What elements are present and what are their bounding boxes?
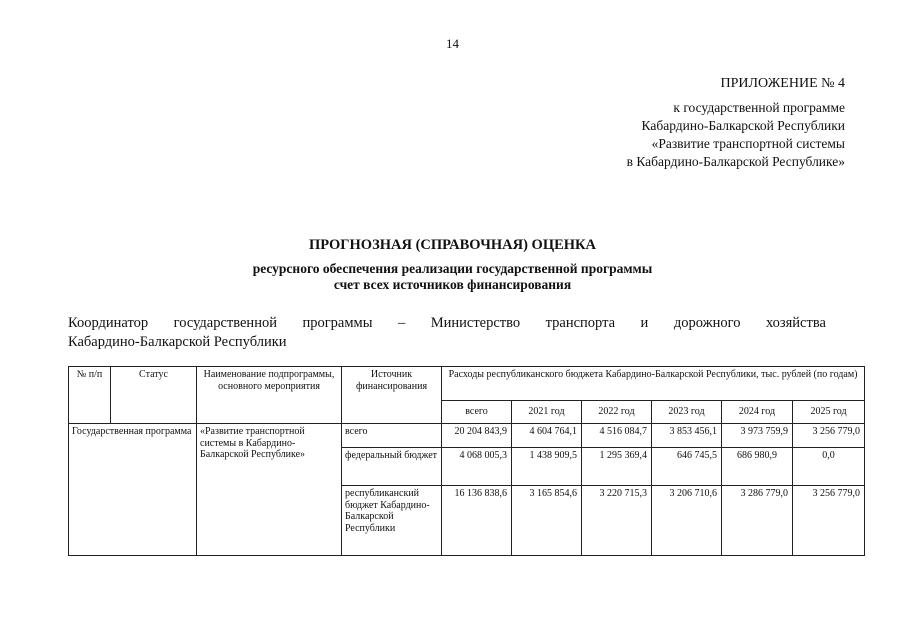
coordinator-line-2: Кабардино-Балкарской Республики bbox=[68, 334, 287, 350]
appendix-title: ПРИЛОЖЕНИЕ № 4 bbox=[720, 76, 845, 91]
coordinator-word: транспорта bbox=[545, 315, 616, 331]
header-year: 2021 год bbox=[512, 401, 582, 424]
value-cell: 3 256 779,0 bbox=[793, 486, 865, 556]
coordinator-word: хозяйства bbox=[765, 315, 826, 331]
table-header-row bbox=[69, 367, 865, 401]
coordinator-word: Координатор bbox=[68, 315, 149, 331]
coordinator-word: государственной bbox=[173, 315, 277, 331]
value-cell: 3 206 710,6 bbox=[652, 486, 722, 556]
header-source: Источник финансирования bbox=[342, 367, 442, 424]
value-cell: 646 745,5 bbox=[652, 448, 722, 486]
coordinator-word: – bbox=[397, 315, 406, 331]
coordinator-word: дорожного bbox=[673, 315, 741, 331]
header-expenses: Расходы республиканского бюджета Кабардино-Балкарской Республики, тыс. рублей (по годам) bbox=[442, 367, 865, 401]
coordinator-word: и bbox=[640, 315, 649, 331]
header-year: 2022 год bbox=[582, 401, 652, 424]
value-cell: 4 068 005,3 bbox=[442, 448, 512, 486]
source-cell: республиканский бюджет Кабардино-Балкарской Республики bbox=[342, 486, 442, 556]
table-row bbox=[69, 424, 865, 448]
subtitle-line: ресурсного обеспечения реализации государственной программы bbox=[252, 261, 653, 276]
header-number: № п/п bbox=[69, 367, 111, 424]
coordinator-word: программы bbox=[302, 315, 373, 331]
appendix-reference-line: «Развитие транспортной системы bbox=[651, 136, 845, 151]
header-name: Наименование подпрограммы, основного мероприятия bbox=[197, 367, 342, 424]
header-year: 2025 год bbox=[793, 401, 865, 424]
appendix-reference-line: к государственной программе bbox=[673, 100, 845, 115]
header-status: Статус bbox=[111, 367, 197, 424]
appendix-reference-line: в Кабардино-Балкарской Республике» bbox=[626, 154, 845, 169]
value-cell: 4 516 084,7 bbox=[582, 424, 652, 448]
header-year: всего bbox=[442, 401, 512, 424]
subtitle-line: счет всех источников финансирования bbox=[333, 277, 572, 292]
header-year: 2023 год bbox=[652, 401, 722, 424]
value-cell: 0,0 bbox=[793, 448, 865, 486]
budget-table bbox=[68, 366, 865, 556]
value-cell: 3 286 779,0 bbox=[722, 486, 793, 556]
coordinator-line-1 bbox=[68, 314, 826, 333]
value-cell: 3 165 854,6 bbox=[512, 486, 582, 556]
coordinator-word: Министерство bbox=[430, 315, 521, 331]
value-cell: 3 220 715,3 bbox=[582, 486, 652, 556]
value-cell: 3 256 779,0 bbox=[793, 424, 865, 448]
value-cell: 3 853 456,1 bbox=[652, 424, 722, 448]
value-cell: 20 204 843,9 bbox=[442, 424, 512, 448]
program-status: Государственная программа bbox=[69, 424, 197, 556]
value-cell: 686 980,9 bbox=[722, 448, 793, 486]
source-cell: всего bbox=[342, 424, 442, 448]
value-cell: 1 295 369,4 bbox=[582, 448, 652, 486]
coordinator-paragraph bbox=[68, 314, 826, 352]
value-cell: 16 136 838,6 bbox=[442, 486, 512, 556]
appendix-reference-line: Кабардино-Балкарской Республики bbox=[641, 118, 845, 133]
page-number: 14 bbox=[446, 36, 459, 51]
document-title: ПРОГНОЗНАЯ (СПРАВОЧНАЯ) ОЦЕНКА bbox=[308, 237, 597, 253]
value-cell: 1 438 909,5 bbox=[512, 448, 582, 486]
value-cell: 3 973 759,9 bbox=[722, 424, 793, 448]
program-name: «Развитие транспортной системы в Кабардино-Балкарской Республике» bbox=[197, 424, 342, 556]
header-year: 2024 год bbox=[722, 401, 793, 424]
appendix-reference bbox=[525, 99, 845, 171]
document-subtitle bbox=[0, 261, 905, 293]
source-cell: федеральный бюджет bbox=[342, 448, 442, 486]
value-cell: 4 604 764,1 bbox=[512, 424, 582, 448]
